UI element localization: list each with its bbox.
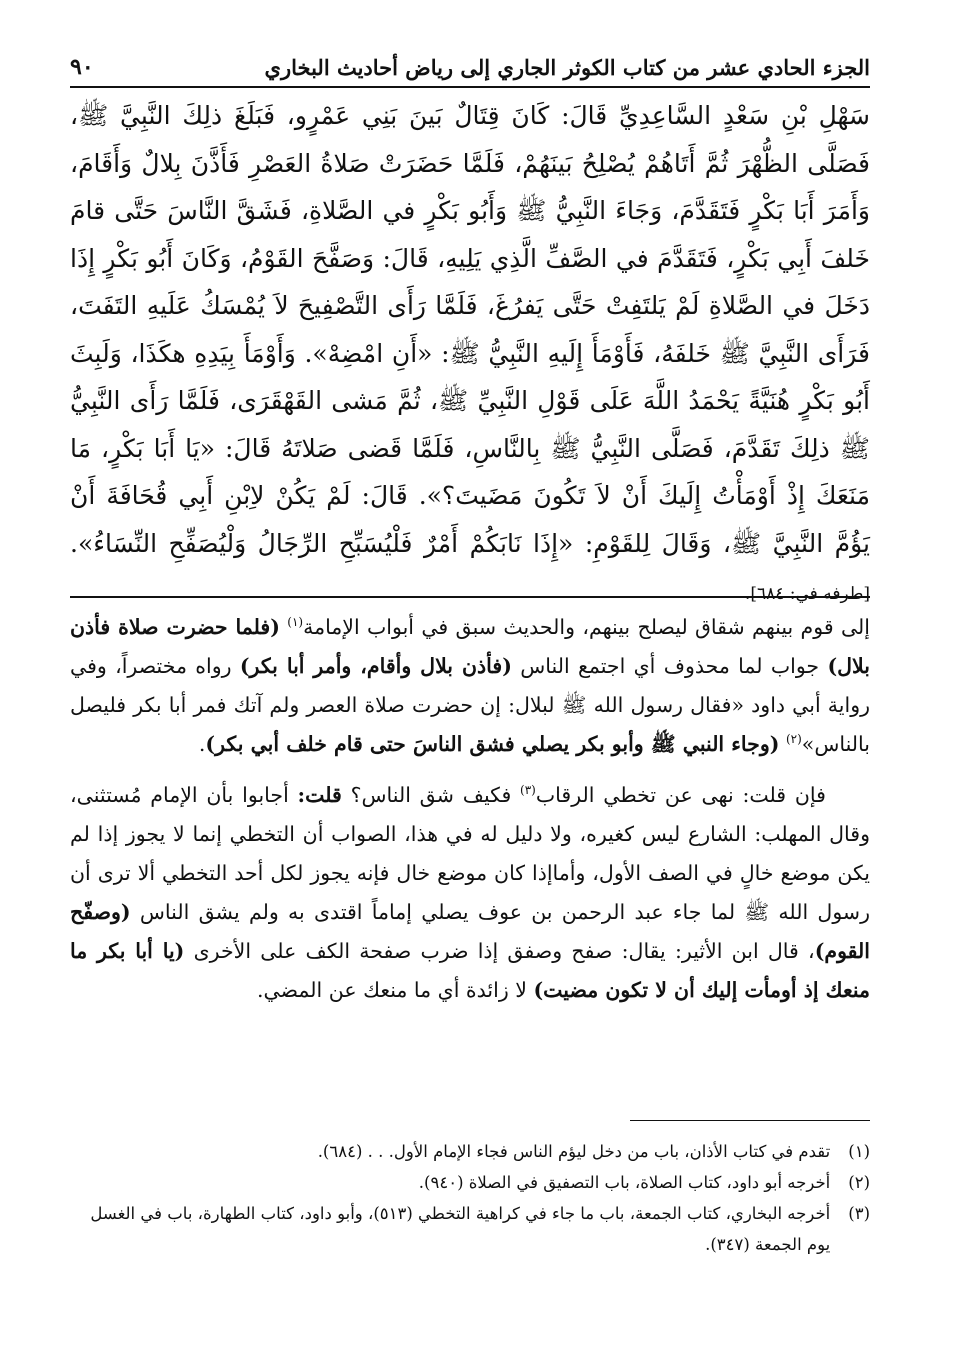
commentary-text: لا زائدة أي ما منعك عن المضي.: [257, 978, 527, 1002]
footnote: [70, 1167, 870, 1198]
page-header: [70, 36, 870, 88]
footnote-number: (٣): [848, 1204, 870, 1223]
quoted-phrase: (وصفّح القوم): [70, 900, 870, 963]
quoted-phrase: (فأذن بلال وأقام، وأمر أبا بكر): [239, 654, 512, 678]
footnote-text: تقدم في كتاب الأذان، باب من دخل ليؤم الناس فجاء الإمام الأول. . . (٦٨٤).: [317, 1142, 831, 1161]
commentary-text: إلى قوم بينهم شقاق ليصلح بينهم، والحديث سبق في أبواب الإمامة: [303, 615, 870, 639]
commentary-paragraph: [70, 608, 870, 764]
footnote-text: أخرجه أبو داود، كتاب الصلاة، باب التصفيق في الصلاة (٩٤٠).: [418, 1173, 831, 1192]
footnote-number: (١): [848, 1142, 870, 1161]
quoted-phrase: (يا أبا بكر ما منعك إذ أومأت إليك أن لا تكون مضيت): [70, 939, 870, 1002]
quoted-phrase: (وجاء النبي ﷺ وأبو بكر يصلي فشق الناسَ حتى قام خلف أبي بكر): [205, 732, 780, 756]
quoted-phrase: قلت:: [297, 783, 342, 807]
section-divider: [70, 596, 870, 598]
commentary-paragraph: [70, 776, 870, 1010]
footnote-text: أخرجه البخاري، كتاب الجمعة، باب ما جاء في كراهية التخطي (٥١٣)، وأبو داود، كتاب الطهارة، باب في الغسل يوم الجمعة (٣٤٧).: [90, 1204, 831, 1254]
hadith-reference: [طرفه في: ٦٨٤].: [744, 584, 870, 604]
footnotes: [70, 1136, 870, 1260]
footnote: [70, 1198, 870, 1260]
quoted-phrase: (فلما حضرت صلاة فأذن بلال): [70, 615, 870, 678]
footnote-number: (٢): [848, 1173, 870, 1192]
running-title: الجزء الحادي عشر من كتاب الكوثر الجاري إلى رياض أحاديث البخاري: [264, 55, 870, 80]
hadith-text-block: [70, 92, 870, 619]
footnote-marker: (١): [287, 615, 304, 630]
commentary-text: ، قال ابن الأثير: يقال: صفح وصفق إذا ضرب صفحة الكف على الأخرى: [193, 939, 815, 963]
commentary-text: فكيف شق الناس؟: [350, 783, 512, 807]
hadith-text: سَهْلِ بْنِ سَعْدٍ السَّاعِدِيِّ قَالَ: كَانَ قِتَالٌ بَينَ بَنِي عَمْرٍو، فَبَلَغَ ذلِكَ النَّبِيَّ ﷺ، فَصَلَّى الظُّهْرَ ثُمَّ أَتَاهُمْ يُصْلِحُ بَينَهُمْ، فَلَمَّا حَضَرَتْ صَلاةُ العَصْرِ فَأَذَّنَ بِلالٌ وَأَقَامَ، وَأَمَرَ أَبَا بَكْرٍ فَتَقَدَّمَ، وَجَاءَ النَّبِيُّ ﷺ وَأَبُو بَكْرٍ في الصَّلاةِ، فَشَقَّ النَّاسَ حَتَّى قامَ خَلفَ أَبِي بَكْرٍ، فَتَقَدَّمَ في الصَّفِّ الَّذِي يَلِيهِ، قَالَ: وَصَفَّحَ القَوْمُ، وَكَانَ أَبُو بَكْرٍ إِذَا دَخَلَ في الصَّلاةِ لَمْ يَلتَفِتْ حَتَّى يَفرُغَ، فَلَمَّا رَأَى التَّصْفِيحَ لاَ يُمْسَكُ عَلَيهِ التَفَتَ، فَرَأَى النَّبِيَّ ﷺ خَلفَهُ، فَأَوْمَأَ إِلَيهِ النَّبِيُّ ﷺ: «أَنِ امْضِهْ». وَأَوْمَأَ بِيَدِهِ هكَذَا، وَلَبِثَ أَبُو بَكْرٍ هُنَيَّةً يَحْمَدُ اللَّهَ عَلَى قَوْلِ النَّبِيِّ ﷺ، ثُمَّ مَشى القَهْقَرَى، فَلَمَّا رَأَى النَّبِيُّ ﷺ ذلِكَ تَقَدَّمَ، فَصَلَّى النَّبِيُّ ﷺ بِالنَّاسِ، فَلَمَّا قَضى صَلاتَهُ قَالَ: «يَا أَبَا بَكْرٍ، مَا مَنَعَكَ إِذْ أَوْمَأْتُ إِلَيكَ أَنْ لاَ تَكُونَ مَضَيتَ؟». قَالَ: لَمْ يَكُنْ لاِبْنِ أَبِي قُحَافَةَ أَنْ يَؤُمَّ النَّبِيَّ ﷺ، وَقَالَ لِلقَوْمِ: «إِذَا نَابَكُمْ أَمْرٌ فَلْيُسَبِّحِ الرِّجَالُ وَلْيُصَفِّحِ النِّسَاءُ».: [70, 101, 870, 558]
footnote-divider: [630, 1120, 870, 1121]
footnote: [70, 1136, 870, 1167]
commentary-text: .: [198, 732, 206, 756]
footnote-marker: (٣): [520, 783, 536, 798]
commentary-text: جواب لما محذوف أي اجتمع الناس: [520, 654, 820, 678]
page-number: ٩٠: [70, 54, 94, 80]
commentary-block: [70, 608, 870, 1010]
footnote-marker: (٢): [785, 732, 802, 747]
commentary-text: رواه مختصراً، وفي رواية أبي داود «فقال رسول الله ﷺ لبلال: إن حضرت صلاة العصر ولم آتك فمر أبا بكر فليصل بالناس»: [70, 654, 870, 756]
commentary-text: فإن قلت: نهى عن تخطي الرقاب: [535, 783, 826, 807]
commentary-text: أجابوا بأن الإمام مُستثنى، وقال المهلب: الشارع ليس كغيره، ولا دليل له في هذا، الصواب أن التخطي إنما لا يجوز إذا لم يكن موضع خالٍ في الصف الأول، وأماإذا كان موضع خال فإنه يجوز لكل أحد التخطي ألا ترى أن رسول الله ﷺ لما جاء عبد الرحمن بن عوف يصلي إماماً اقتدى به ولم يشق الناس: [70, 783, 870, 924]
